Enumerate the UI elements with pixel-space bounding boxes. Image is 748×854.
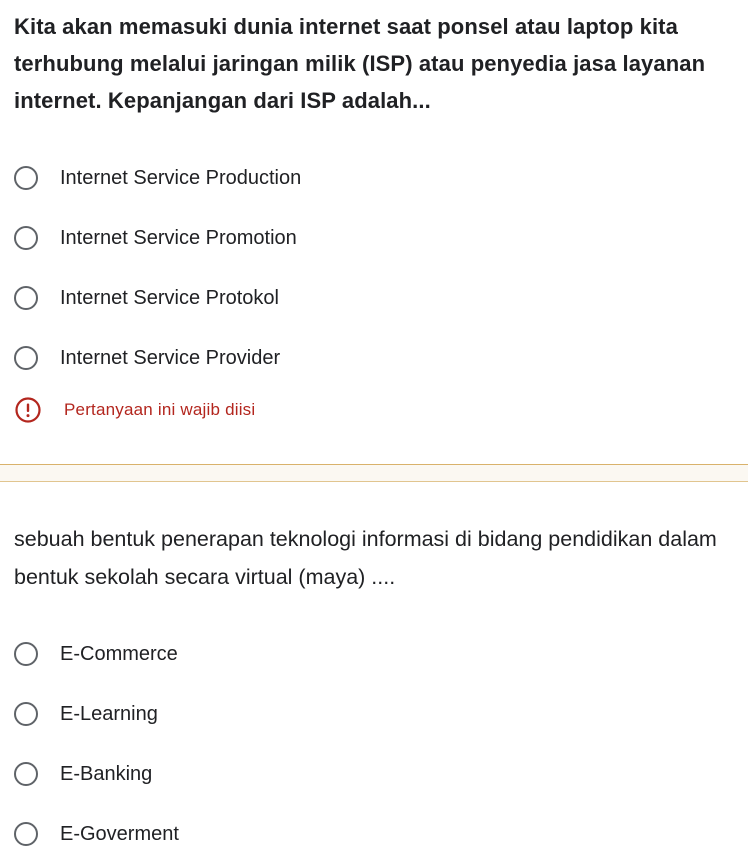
option-e-commerce[interactable] bbox=[14, 624, 734, 684]
question-1-title: Kita akan memasuki dunia internet saat ponsel atau laptop kita terhubung melalui jaringan milik (ISP) atau penyedia jasa layanan internet. Kepanjangan dari ISP adalah... bbox=[14, 14, 706, 113]
radio-button[interactable] bbox=[14, 166, 38, 190]
radio-button[interactable] bbox=[14, 286, 38, 310]
option-label: Internet Service Provider bbox=[60, 347, 281, 369]
option-internet-service-production[interactable] bbox=[14, 148, 734, 208]
option-internet-service-promotion[interactable] bbox=[14, 208, 734, 268]
radio-button[interactable] bbox=[14, 226, 38, 250]
option-label: Internet Service Protokol bbox=[60, 287, 279, 309]
question-2-options bbox=[14, 624, 734, 854]
option-label: E-Banking bbox=[60, 763, 153, 785]
option-e-banking[interactable] bbox=[14, 744, 734, 804]
option-e-learning[interactable] bbox=[14, 684, 734, 744]
radio-button[interactable] bbox=[14, 822, 38, 846]
option-e-goverment[interactable] bbox=[14, 804, 734, 854]
radio-button[interactable] bbox=[14, 642, 38, 666]
option-internet-service-provider[interactable] bbox=[14, 328, 734, 388]
option-label: E-Goverment bbox=[60, 823, 179, 845]
option-label: Internet Service Production bbox=[60, 167, 302, 189]
option-label: Internet Service Promotion bbox=[60, 227, 297, 249]
alert-circle-icon bbox=[14, 396, 42, 424]
question-2 bbox=[14, 520, 736, 596]
option-internet-service-protokol[interactable] bbox=[14, 268, 734, 328]
radio-button[interactable] bbox=[14, 762, 38, 786]
option-label: E-Commerce bbox=[60, 643, 178, 665]
required-warning bbox=[14, 396, 255, 424]
required-message: Pertanyaan ini wajib diisi bbox=[64, 400, 256, 419]
question-divider bbox=[0, 464, 748, 482]
option-label: E-Learning bbox=[60, 703, 158, 725]
radio-button[interactable] bbox=[14, 346, 38, 370]
radio-button[interactable] bbox=[14, 702, 38, 726]
question-1-options bbox=[14, 148, 734, 388]
question-1 bbox=[14, 8, 736, 119]
question-2-title: sebuah bentuk penerapan teknologi informasi di bidang pendidikan dalam bentuk sekolah secara virtual (maya) .... bbox=[14, 527, 717, 589]
